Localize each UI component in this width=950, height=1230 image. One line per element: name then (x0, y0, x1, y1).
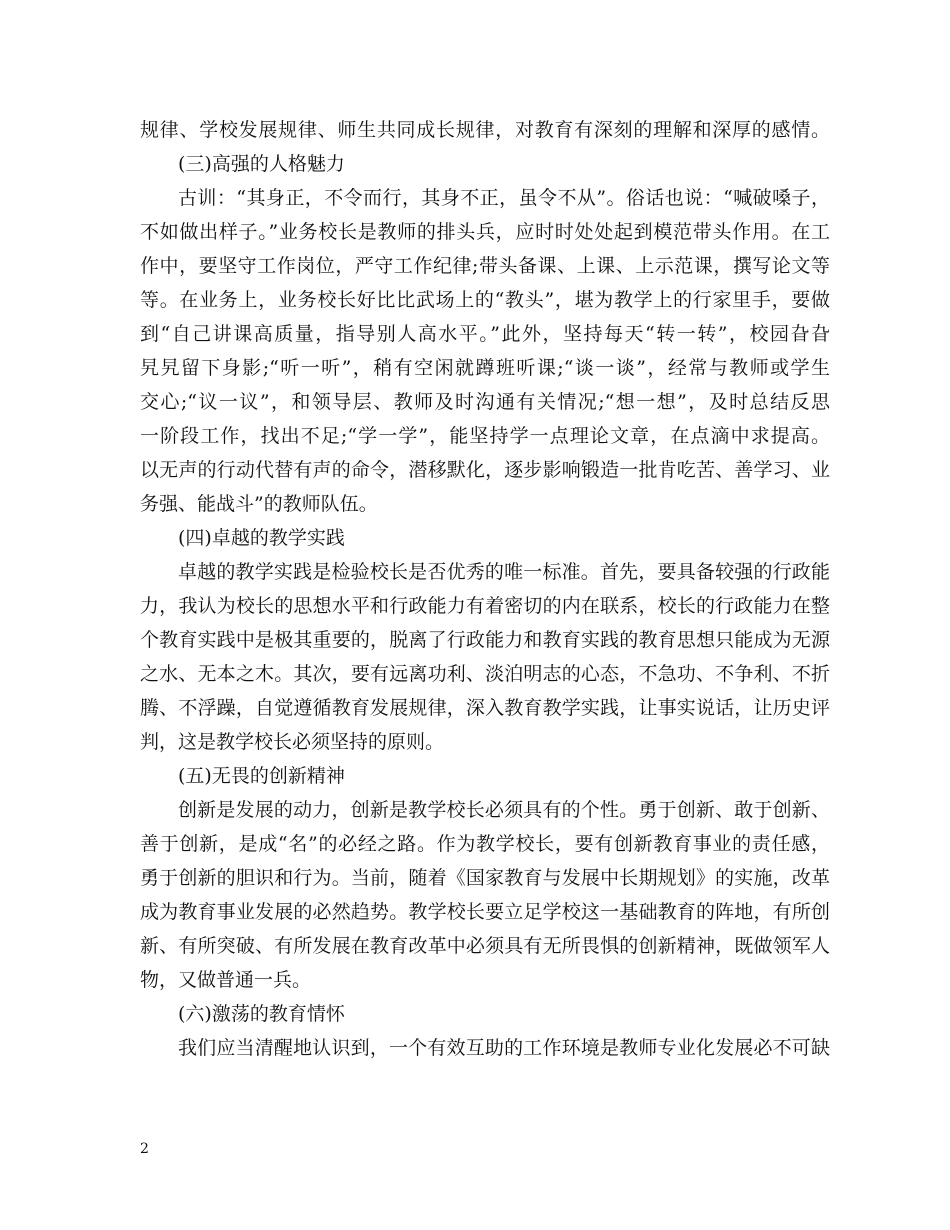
paragraph-line: 古训：“其身正，不令而行，其身不正，虽令不从”。俗话也说：“喊破嗓子， (178, 187, 830, 209)
paragraph-line: 交心;“议一议”，和领导层、教师及时沟通有关情况;“想一想”，及时总结反思 (140, 391, 830, 413)
paragraph-line: 规律、学校发展规律、师生共同成长规律，对教育有深刻的理解和深厚的感情。 (140, 119, 830, 141)
paragraph-line: 务强、能战斗”的教师队伍。 (140, 493, 378, 515)
section-heading-5: (五)无畏的创新精神 (178, 765, 345, 787)
paragraph-line: 力，我认为校长的思想水平和行政能力有着密切的内在联系，校长的行政能力在整 (140, 595, 830, 617)
paragraph-line: 我们应当清醒地认识到，一个有效互助的工作环境是教师专业化发展必不可缺 (178, 1037, 830, 1059)
section-heading-3: (三)高强的人格魅力 (178, 153, 345, 175)
paragraph-line: 不如做出样子。”业务校长是教师的排头兵，应时时处处起到模范带头作用。在工 (140, 221, 830, 243)
paragraph-line: 成为教育事业发展的必然趋势。教学校长要立足学校这一基础教育的阵地，有所创 (140, 901, 830, 923)
document-body (140, 113, 830, 1065)
paragraph-line: 以无声的行动代替有声的命令，潜移默化，逐步影响锻造一批肯吃苦、善学习、业 (140, 459, 830, 481)
paragraph-line: 个教育实践中是极其重要的，脱离了行政能力和教育实践的教育思想只能成为无源 (140, 629, 830, 651)
paragraph-line: 作中，要坚守工作岗位，严守工作纪律;带头备课、上课、上示范课，撰写论文等 (140, 255, 830, 277)
paragraph-line: 到“自己讲课高质量，指导别人高水平。”此外，坚持每天“转一转”，校园旮旮 (140, 323, 830, 345)
paragraph-line: 勇于创新的胆识和行为。当前，随着《国家教育与发展中长期规划》的实施，改革 (140, 867, 830, 889)
page-number: 2 (140, 1141, 149, 1157)
section-heading-4: (四)卓越的教学实践 (178, 527, 345, 549)
paragraph-line: 善于创新，是成“名”的必经之路。作为教学校长，要有创新教育事业的责任感， (140, 833, 830, 855)
paragraph-line: 创新是发展的动力，创新是教学校长必须具有的个性。勇于创新、敢于创新、 (178, 799, 830, 821)
paragraph-line: 之水、无本之木。其次，要有远离功利、淡泊明志的心态，不急功、不争利、不折 (140, 663, 830, 685)
paragraph-line: 旯旯留下身影;“听一听”，稍有空闲就蹲班听课;“谈一谈”，经常与教师或学生 (140, 357, 830, 379)
paragraph-line: 新、有所突破、有所发展在教育改革中必须具有无所畏惧的创新精神，既做领军人 (140, 935, 830, 957)
paragraph-line: 判，这是教学校长必须坚持的原则。 (140, 731, 445, 753)
section-heading-6: (六)激荡的教育情怀 (178, 1003, 345, 1025)
paragraph-line: 腾、不浮躁，自觉遵循教育发展规律，深入教育教学实践，让事实说话，让历史评 (140, 697, 830, 719)
paragraph-line: 一阶段工作，找出不足;“学一学”，能坚持学一点理论文章，在点滴中求提高。 (140, 425, 830, 447)
paragraph-line: 等。在业务上，业务校长好比比武场上的“教头”，堪为教学上的行家里手，要做 (140, 289, 830, 311)
paragraph-line: 卓越的教学实践是检验校长是否优秀的唯一标准。首先，要具备较强的行政能 (178, 561, 830, 583)
paragraph-line: 物，又做普通一兵。 (140, 969, 312, 991)
